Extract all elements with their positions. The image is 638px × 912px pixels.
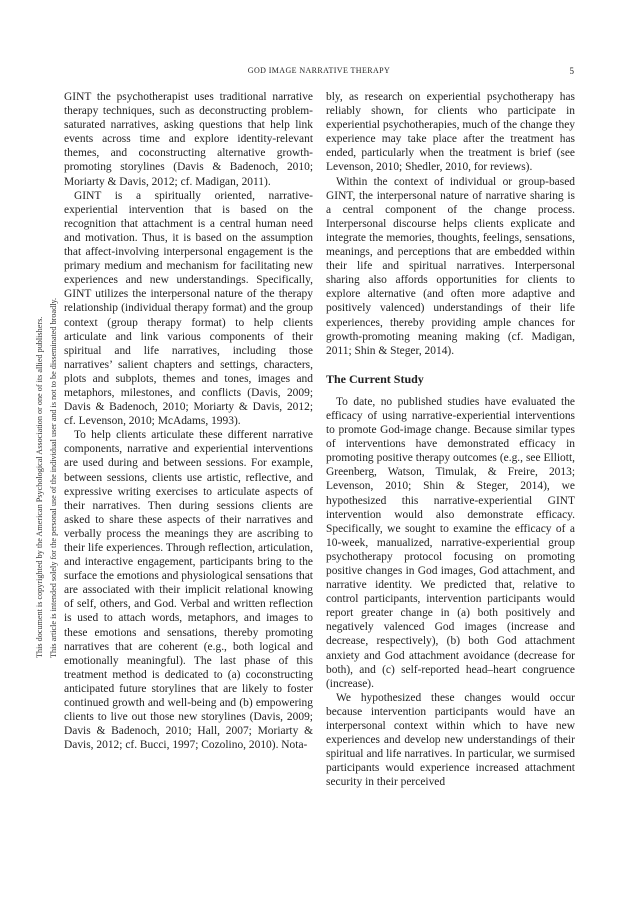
running-title: GOD IMAGE NARRATIVE THERAPY bbox=[247, 66, 391, 75]
body-paragraph: bly, as research on experiential psychotherapy has reliably shown, for clients who participate in experiential psychotherapies, much of the change they experience may take place after the treatment has ended, particularly when the treatment is brief (see Levenson, 2010; Shedler, 2010, for reviews). bbox=[326, 91, 575, 174]
copyright-sidebar bbox=[36, 218, 66, 658]
body-paragraph: GINT is a spiritually oriented, narrative-experiential intervention that is based on the recognition that attachment is a central human need and motivation. Thus, it is based on the assumption that affect-involving interpersonal engagement is the primary medium and mechanism for facilitating new experiences and new understandings. Specifically, GINT utilizes the interpersonal nature of the therapy relationship (individual therapy format) and the group context (group therapy format) to help clients articulate and link various components of their spiritual and life narratives, including those narratives’ salient chapters and settings, characters, plots and subplots, themes and tones, images and metaphors, milestones, and conflicts (Davis, 2009; Davis & Badenoch, 2010; Moriarty & Davis, 2012; cf. Levenson, 2010; McAdams, 1993). bbox=[64, 189, 313, 428]
body-paragraph: To date, no published studies have evaluated the efficacy of using narrative-experiential interventions to promote God-image change. Because similar types of interventions have demonstrated efficacy in promoting positive therapy outcomes (e.g., see Elliott, Greenberg, Watson, Timulak, & Freire, 2013; Levenson, 2010; Shin & Steger, 2014), we hypothesized this narrative-experiential GINT intervention would also demonstrate efficacy. Specifically, we sought to examine the efficacy of a 10-week, manualized, narrative-experiential group psychotherapy protocol focusing on promoting positive changes in God images, God attachment, and narrative identity. We predicted that, relative to control participants, intervention participants would report greater change in (a) both positively and negatively valenced God images (increase and decrease, respectively), (b) both God attachment anxiety and God attachment avoidance (decrease for both), and (c) self-reported head–heart congruence (increase). bbox=[326, 395, 575, 690]
right-column bbox=[326, 90, 575, 790]
left-column bbox=[64, 90, 313, 752]
usage-notice: This article is intended solely for the personal use of the individual user and is not to be disseminated broadly. bbox=[49, 297, 58, 658]
page-number: 5 bbox=[569, 66, 574, 76]
page-header bbox=[64, 66, 574, 80]
body-paragraph: To help clients articulate these different narrative components, narrative and experiential interventions are used during and between sessions. For example, between sessions, clients use artistic, reflective, and expressive writing exercises to articulate aspects of their narratives. Then during sessions clients are asked to share these aspects of their narratives and verbally process the meanings they are ascribing to their life experiences. Through reflection, articulation, and interactive engagement, participants bring to the surface the emotions and physiological sensations that are associated with their implicit relational knowing of self, others, and God. Verbal and written reflection is used to attach words, metaphors, and images to these emotions and sensations, thereby promoting narratives that are coherent (e.g., both logical and emotionally meaningful). The last phase of this treatment method is dedicated to (a) coconstructing anticipated future storylines that are likely to foster continued growth and well-being and (b) empowering clients to live out those new storylines (Davis, 2009; Davis & Badenoch, 2010; Hall, 2007; Moriarty & Davis, 2012; cf. Bucci, 1997; Cozolino, 2010). Nota- bbox=[64, 429, 313, 752]
section-heading: The Current Study bbox=[326, 371, 424, 386]
body-paragraph: Within the context of individual or group-based GINT, the interpersonal nature of narrative sharing is a central component of the change process. Interpersonal discourse helps clients explicate and integrate the memories, thoughts, feelings, sensations, meanings, and perceptions that are embedded within their life and spiritual narratives. Interpersonal sharing also affords opportunities for clients to explore alternative (and often more adaptive and positively valenced) understandings of their life experiences, thereby providing ample chances for growth-promoting meaning making (cf. Madigan, 2011; Shin & Steger, 2014). bbox=[326, 175, 575, 357]
copyright-notice: This document is copyrighted by the American Psychological Association or one of its allied publishers. bbox=[35, 316, 44, 658]
body-paragraph: We hypothesized these changes would occur because intervention participants would have an interpersonal context within which to have new experiences and develop new understandings of their spiritual and life narratives. In particular, we surmised participants would experience increased attachment security in their perceived bbox=[326, 691, 575, 789]
body-paragraph: GINT the psychotherapist uses traditional narrative therapy techniques, such as deconstructing problem-saturated narratives, asking questions that help link events across time and explore identity-relevant themes, and coconstructing alternative growth-promoting storylines (Davis & Badenoch, 2010; Moriarty & Davis, 2012; cf. Madigan, 2011). bbox=[64, 91, 313, 188]
